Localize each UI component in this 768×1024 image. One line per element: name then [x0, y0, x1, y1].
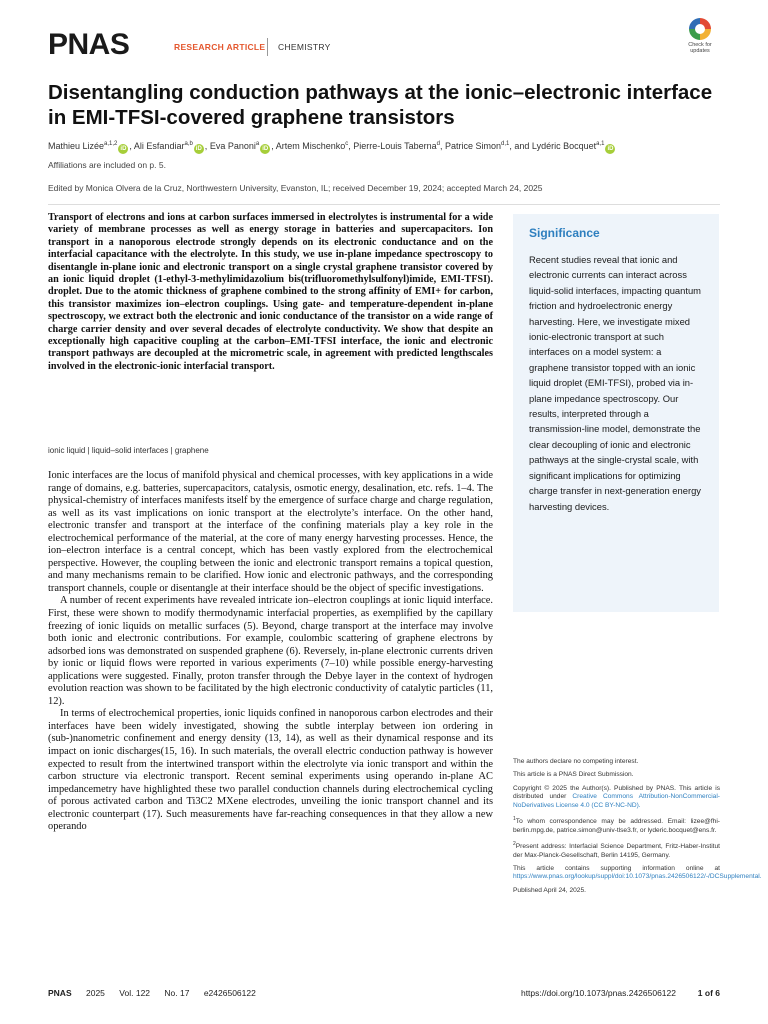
copyright-note: Copyright © 2025 the Author(s). Published by PNAS. This article is distributed under Creative Commons Attribution-NonCommercial-NoDerivatives License 4.0 (CC BY-NC-ND).	[513, 784, 721, 809]
direct-submission-note: This article is a PNAS Direct Submission.	[513, 771, 634, 779]
section-label: RESEARCH ARTICLE	[174, 42, 266, 52]
author-affiliation-marker: d,1	[501, 141, 510, 147]
orcid-icon[interactable]: iD	[195, 146, 202, 152]
body-paragraph: Ionic interfaces are the locus of manifold physical and chemical processes, with key applications in a wide range of domains, e.g. batteries, supercapacitors, catalysis, osmotic energy, desalination, etc. refs. 1–4. The physical-chemistry of interfaces manifests itself by the emergence of surface charge and charge regulation, as well as its vast implications on ionic transport at the electrolyte’s interface. On the other hand, electronic transfer and transport at the interface of the confining materials play a key role in the electrochemical performance of the material, at the core of many energy harvesting processes. Hence, the ion–electron interface is a central concept, which has been vastly explored from the electrochemical perspective. However, the coupling between the ionic and electronic transport remains a topical question, and many mechanisms remain to be clarified. How ionic and electronic pathways, and the corresponding transport channels, couple or disentangle at their interface should be the object of specific investigations.	[48, 470, 493, 594]
check-for-updates-button[interactable]	[680, 18, 720, 64]
footer-brand: PNAS	[48, 988, 72, 998]
page-footer	[48, 988, 720, 1002]
author-affiliation-marker: a,b	[184, 141, 193, 147]
edited-by-line: Edited by Monica Olvera de la Cruz, Northwestern University, Evanston, IL; received December 19, 2024; accepted March 24, 2025	[48, 183, 543, 193]
author-separator: , and	[509, 141, 532, 151]
affiliations-note: Affiliations are included on p. 5.	[48, 160, 166, 170]
page-header	[48, 28, 720, 68]
license-link[interactable]: Creative Commons Attribution-NonCommercial-NoDerivatives License 4.0 (CC BY-NC-ND).	[513, 793, 721, 809]
footer-number: No. 17	[164, 988, 190, 998]
author-name[interactable]: Eva Panoni	[209, 141, 256, 151]
author-affiliation-marker: c	[345, 141, 349, 147]
article-notes	[513, 758, 762, 900]
author-affiliation-marker: a,1	[596, 141, 605, 147]
present-address-note: $^2$Present address: Interfacial Science Department, Fritz-Haber-Institut der Max-Planck-Gesellschaft, Berlin 14195, Germany.	[513, 841, 720, 859]
author-list	[48, 138, 720, 154]
author-separator: ,	[271, 141, 276, 151]
header-rule	[48, 204, 720, 205]
footer-article-id: e2426506122	[203, 988, 256, 998]
author-name[interactable]: Artem Mischenko	[275, 141, 346, 151]
supporting-info-note: This article contains supporting information online at https://www.pnas.org/lookup/suppl/doi:10.1073/pnas.2426506122/-/DCSupplemental.	[513, 865, 762, 881]
body-paragraph: A number of recent experiments have revealed intricate ion–electron couplings at ionic liquid interface. First, these were shown to modify thermodynamic interfacial properties, as exemplified by the capillary freezing of ionic liquids on metallic surfaces (5). Beyond, charge transport at the interface may involve both ionic and electronic contributions. For example, coulombic scattering of graphene electrons by adsorbed ions was demonstrated on suspended graphene (6). Reversely, in-plane electronic currents driven by ionic or liquid flows were reported in various experiments (7–10) while possible energy-harvesting applications were suggested. Finally, proton transfer through the Debye layer in the context of hydrogen evolution reaction was shown to be facilitated by the high electronic conductivity of catalytic particles (11, 12).	[48, 595, 493, 707]
author-name[interactable]: Mathieu Lizée	[48, 141, 105, 151]
author-name[interactable]: Ali Esfandiar	[133, 141, 185, 151]
orcid-icon[interactable]: iD	[262, 146, 269, 152]
body-paragraph: In terms of electrochemical properties, ionic liquids confined in nanoporous carbon electrodes and their interfaces have been widely investigated, showing the subtle interplay between ion ordering in (sub-)nanometric confinement and energy density (13, 14), as well as their dynamical response and its impact on ionic discharges(15, 16). In such materials, the overall electric conduction pathway is however expected to result from the intertwined transport within the electrolyte via ionic transport and within the carbon structure via electronic transport. Recent seminal experiments using operando in-plane AC impedancemetry have highlighted these two parallel conduction channels during electrochemical cycling of porous activated carbon and Ti3C2 MXene electrodes, unveiling the ionic transport channel and its electronic counterpart (17). Such measurements have far-reaching consequences in that they allow a new operando	[48, 708, 493, 833]
journal-logo[interactable]: PNAS	[48, 28, 130, 61]
significance-heading: Significance	[529, 226, 600, 240]
author-affiliation-marker: a,1,2	[104, 141, 118, 147]
subject-label: CHEMISTRY	[278, 42, 331, 52]
header-divider	[267, 38, 268, 56]
footer-volume: Vol. 122	[119, 988, 151, 998]
correspondence-note: $^1$To whom correspondence may be addressed. Email: lizee@fhi-berlin.mpg.de, patrice.simon@univ-tlse3.fr, or lyderic.bocquet@ens.fr.	[513, 816, 720, 834]
article-title: Disentangling conduction pathways at the ionic–electronic interface in EMI-TFSI-covered graphene transistors	[48, 81, 713, 129]
published-date: Published April 24, 2025.	[513, 886, 586, 894]
orcid-icon[interactable]: iD	[120, 146, 127, 152]
main-text	[48, 470, 493, 834]
author-name[interactable]: Patrice Simon	[445, 141, 502, 151]
supporting-info-link[interactable]: https://www.pnas.org/lookup/suppl/doi:10.1073/pnas.2426506122/-/DCSupplemental.	[513, 873, 762, 881]
author-name[interactable]: Lydéric Bocquet	[531, 141, 597, 151]
abstract: Transport of electrons and ions at carbon surfaces immersed in electrolytes is instrumental for a wide variety of membrane processes as well as energy storage in batteries and supercapacitors. Ion transport in a nanoporous electrode strongly depends on its electronic conductance and on the interfacial capacitance with the electrolyte. In this study, we use in-plane impedance spectroscopy to disentangle in-plane ionic and electronic transport on a single crystal graphene transistor covered by an ionic liquid droplet (1-ethyl-3-methylimidazolium bis(trifluoromethylsulfonyl)imide, EMI-TFSI). droplet. Due to the atomic thickness of graphene combined to the strong affinity of EMI+ for carbon, this transistor maximizes ion–electron couplings. Using gate- and temperature-dependent in-plane spectroscopy, we extract both the electronic and ionic conductance of the transistor on a wide range of charge carrier density and over several decades of electrolyte conductivity. We show that despite an exceptionally high capacitive coupling at the carbon–EMI-TFSI interface, the ionic and electronic transport pathways are decoupled at the micrometric scale, in agreement with predicted lengthscales involved in the electronic-ionic interfacial transport.	[48, 212, 493, 372]
footer-year: 2025	[86, 988, 105, 998]
author-affiliation-marker: d	[436, 141, 440, 147]
significance-box	[513, 214, 719, 612]
competing-interest-note: The authors declare no competing interest.	[513, 758, 639, 765]
citation-info	[48, 988, 268, 998]
doi-link[interactable]: https://doi.org/10.1073/pnas.2426506122	[520, 988, 676, 998]
keywords: ionic liquid | liquid–solid interfaces | graphene	[48, 446, 209, 455]
author-separator: ,	[129, 141, 134, 151]
author-separator: ,	[348, 141, 354, 151]
author-separator: ,	[440, 141, 446, 151]
author-separator: ,	[204, 141, 210, 151]
crossmark-icon	[689, 18, 711, 40]
significance-text: Recent studies reveal that ionic and electronic currents can interact across liquid-solid interfaces, impacting quantum friction and hydroelectronic energy harvesting. Here, we investigate mixed ionic-electronic transport at such interfaces on a model system: a graphene transistor topped with an ionic liquid droplet (EMI-TFSI), probed via in-plane impedance spectroscopy. Our results, interpreted through a transmission-line model, demonstrate the clear decoupling of ionic and electronic pathways at the single-crystal scale, with significant implications for optimizing charge transfer in next-generation energy harvesting devices.	[529, 254, 701, 512]
author-affiliation-marker: a	[255, 141, 260, 147]
badge-label: Check for updates	[688, 42, 712, 54]
page-number: 1 of 6	[697, 988, 720, 998]
author-name[interactable]: Pierre-Louis Taberna	[353, 141, 437, 151]
orcid-icon[interactable]: iD	[607, 146, 614, 152]
